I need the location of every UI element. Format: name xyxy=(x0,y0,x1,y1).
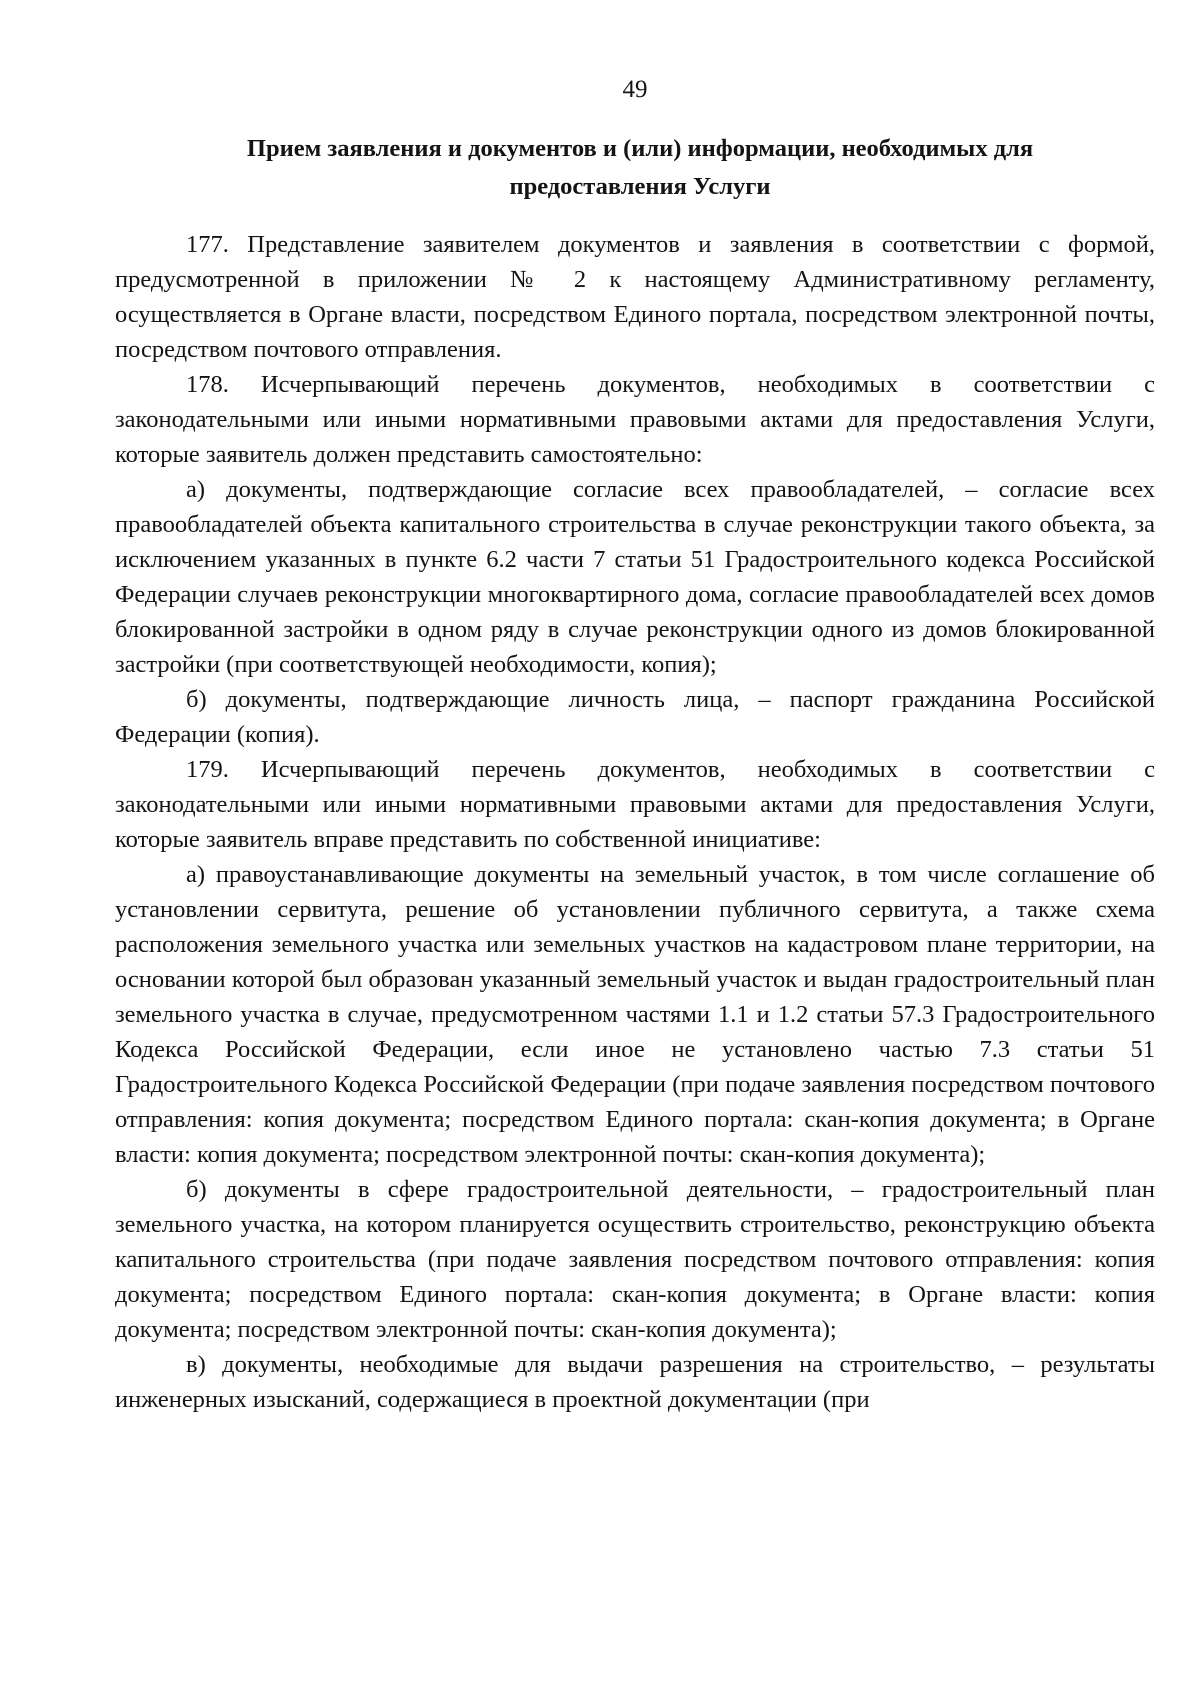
paragraph-179: 179. Исчерпывающий перечень документов, необходимых в соответствии с законодательными или иными нормативными правовыми актами для предоставления Услуги, которые заявитель вправе представить по собственной инициативе: xyxy=(115,756,1155,853)
paragraph-178: 178. Исчерпывающий перечень документов, необходимых в соответствии с законодательными или иными нормативными правовыми актами для предоставления Услуги, которые заявитель должен представить самостоятельно: xyxy=(115,371,1155,468)
section-title xyxy=(160,130,1120,206)
document-body xyxy=(115,227,1155,1417)
paragraph-179-b: б) документы в сфере градостроительной деятельности, – градостроительный план земельного участка, на котором планируется осуществить строительство, реконструкцию объекта капитального строительства (при подаче заявления посредством почтового отправления: копия документа; посредством Единого портала: скан-копия документа; в Органе власти: копия документа; посредством электронной почты: скан-копия документа); xyxy=(115,1176,1155,1343)
paragraph-179-a: а) правоустанавливающие документы на земельный участок, в том числе соглашение об установлении сервитута, решение об установлении публичного сервитута, а также схема расположения земельного участка или земельных участков на кадастровом плане территории, на основании которой был образован указанный земельный участок и выдан градостроительный план земельного участка в случае, предусмотренном частями 1.1 и 1.2 статьи 57.3 Градостроительного Кодекса Российской Федерации, если иное не установлено частью 7.3 статьи 51 Градостроительного Кодекса Российской Федерации (при подаче заявления посредством почтового отправления: копия документа; посредством Единого портала: скан-копия документа; в Органе власти: копия документа; посредством электронной почты: скан-копия документа); xyxy=(115,861,1155,1168)
page-number: 49 xyxy=(622,76,648,103)
paragraph-178-a: а) документы, подтверждающие согласие всех правообладателей, – согласие всех правообладателей объекта капитального строительства в случае реконструкции такого объекта, за исключением указанных в пункте 6.2 части 7 статьи 51 Градостроительного кодекса Российской Федерации случаев реконструкции многоквартирного дома, согласие правообладателей всех домов блокированной застройки в одном ряду в случае реконструкции одного из домов блокированной застройки (при соответствующей необходимости, копия); xyxy=(115,476,1155,678)
paragraph-177: 177. Представление заявителем документов и заявления в соответствии с формой, предусмотренной в приложении № 2 к настоящему Административному регламенту, осуществляется в Органе власти, посредством Единого портала, посредством электронной почты, посредством почтового отправления. xyxy=(115,231,1155,363)
section-title-line-2: предоставления Услуги xyxy=(509,173,771,200)
paragraph-179-v: в) документы, необходимые для выдачи разрешения на строительство, – результаты инженерных изысканий, содержащиеся в проектной документации (при xyxy=(115,1351,1155,1413)
paragraph-178-b: б) документы, подтверждающие личность лица, – паспорт гражданина Российской Федерации (копия). xyxy=(115,686,1155,748)
section-title-line-1: Прием заявления и документов и (или) информации, необходимых для xyxy=(246,135,1034,162)
